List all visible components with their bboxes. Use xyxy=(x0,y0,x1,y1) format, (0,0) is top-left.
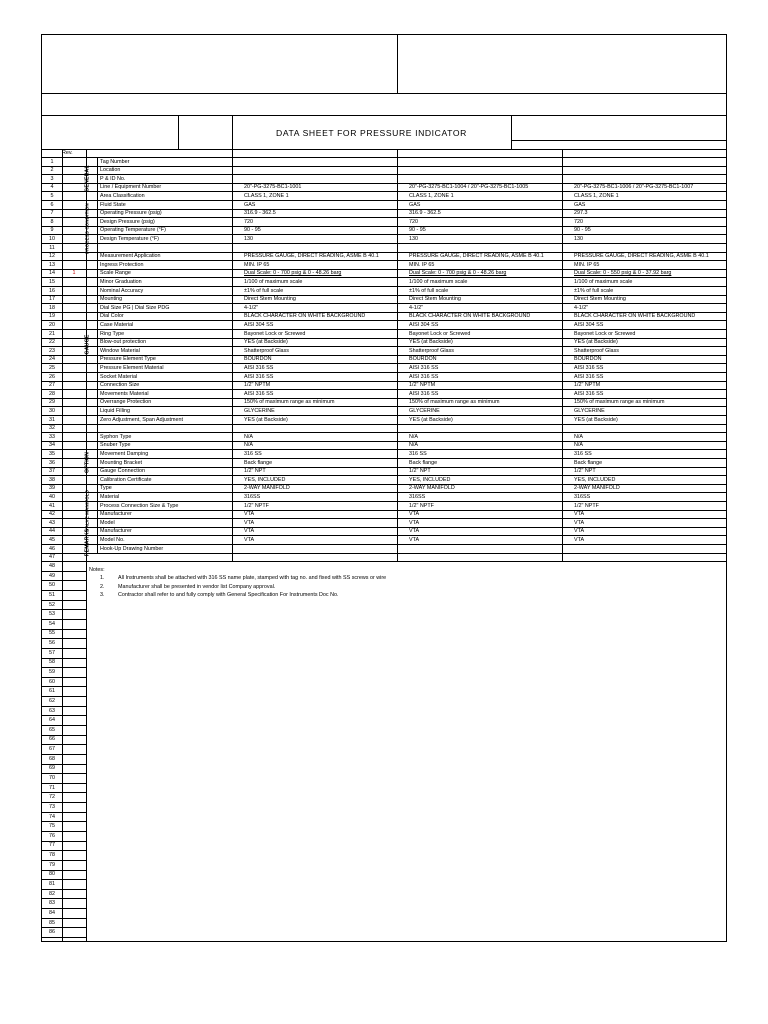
field-value: 90 - 95 xyxy=(244,227,261,234)
row-number: 35 xyxy=(49,450,55,457)
grid-hline xyxy=(42,561,726,562)
row-number: 8 xyxy=(50,218,54,225)
field-label: Design Pressure (psig) xyxy=(100,218,155,225)
field-value: Bayonet Lock or Screwed xyxy=(244,330,306,337)
field-value: 2-WAY MANIFOLD xyxy=(409,485,455,492)
row-number: 59 xyxy=(49,669,55,675)
field-label: Socket Material xyxy=(100,373,138,380)
field-value: N/A xyxy=(244,433,253,440)
field-value: Back flange xyxy=(409,459,438,466)
field-value: AISI 316 SS xyxy=(244,364,274,371)
grid-hline xyxy=(42,243,726,244)
field-value: YES (at Backside) xyxy=(574,416,618,423)
row-number: 61 xyxy=(49,688,55,695)
note-3-text: Contractor shall refer to and fully comply with General Specification For Instruments Doc No. xyxy=(118,592,339,598)
field-value: 316SS xyxy=(574,493,591,500)
field-value: Shatterproof Glass xyxy=(409,347,454,354)
field-value: BOURDON xyxy=(574,356,602,363)
row-number: 26 xyxy=(49,373,55,380)
field-value: Dual Scale: 0 - 700 psig & 0 - 48.26 barg xyxy=(244,270,342,277)
field-value: Direct Stem Mounting xyxy=(244,296,296,303)
field-label: Scale Range xyxy=(100,270,131,277)
row-number: 21 xyxy=(49,330,55,337)
field-value: 316 SS xyxy=(574,450,592,457)
field-value: YES (at Backside) xyxy=(244,416,288,423)
field-label: Mounting Bracket xyxy=(100,459,142,466)
row-number: 71 xyxy=(49,784,55,791)
field-value: 316 SS xyxy=(244,450,262,457)
field-value: 130 xyxy=(574,235,583,242)
field-value: VTA xyxy=(409,519,420,526)
note-2-text: Manufacturer shall be presented in vendor list Company approval. xyxy=(118,584,276,590)
row-number: 24 xyxy=(49,356,55,363)
row-number: 10 xyxy=(49,235,55,242)
section-gauge: GAUGE xyxy=(84,334,91,355)
row-number: 63 xyxy=(49,707,55,714)
field-value: AISI 316 SS xyxy=(409,364,439,371)
field-value: BLACK CHARACTER ON WHITE BACKGROUND xyxy=(409,313,531,320)
field-value: GLYCERINE xyxy=(574,407,605,414)
row-number: 57 xyxy=(49,649,55,656)
note-2-number: 2. xyxy=(100,584,105,590)
row-number: 40 xyxy=(49,493,55,500)
field-value: YES, INCLUDED xyxy=(574,476,616,483)
field-value: YES (at Backside) xyxy=(409,339,453,346)
field-label: Dial Color xyxy=(100,313,124,320)
field-value: MIN. IP 65 xyxy=(574,261,600,268)
row-number: 73 xyxy=(49,803,55,810)
field-value: GAS xyxy=(244,201,256,208)
row-number: 19 xyxy=(49,313,55,320)
field-value: VTA xyxy=(409,511,420,518)
note-1-number: 1. xyxy=(100,575,105,581)
field-label: P & ID No. xyxy=(100,175,126,182)
field-value: VTA xyxy=(244,528,255,535)
field-value: PRESSURE GAUGE, DIRECT READING, ASME B 40.1 xyxy=(574,253,709,260)
field-label: Case Material xyxy=(100,321,134,328)
grid-vline xyxy=(397,149,398,157)
row-number: 70 xyxy=(49,775,55,781)
field-value: ±1% of full scale xyxy=(409,287,449,294)
field-label: Process Connection Size & Type xyxy=(100,502,179,509)
row-number: 47 xyxy=(49,554,55,561)
section-option: OPTION xyxy=(84,451,91,474)
field-label: Zero Adjustment, Span Adjustment xyxy=(100,416,184,423)
field-label: Model No. xyxy=(100,536,125,543)
field-label: Overrange Protection xyxy=(100,399,152,406)
grid-hline xyxy=(42,553,726,554)
field-label: Model xyxy=(100,519,115,526)
field-value: 316SS xyxy=(409,493,426,500)
field-value: 20"-PG-3275-BC1-1004 / 20"-PG-3275-BC1-1005 xyxy=(409,184,529,191)
field-value: YES, INCLUDED xyxy=(409,476,451,483)
row-number: 41 xyxy=(49,502,55,509)
row-number: 82 xyxy=(49,890,55,897)
note-3-number: 3. xyxy=(100,592,105,598)
field-value: ±1% of full scale xyxy=(244,287,284,294)
field-value: VTA xyxy=(574,536,585,543)
field-value: AISI 316 SS xyxy=(244,390,274,397)
row-number: 44 xyxy=(49,528,55,535)
field-label: Measurement Application xyxy=(100,253,161,260)
grid-vline xyxy=(97,157,98,553)
field-label: Ingress Protection xyxy=(100,261,144,268)
field-value: 316SS xyxy=(244,493,261,500)
row-number: 30 xyxy=(49,407,55,414)
section-general: GENERAL xyxy=(84,165,91,192)
field-value: 90 - 95 xyxy=(409,227,426,234)
row-number: 76 xyxy=(49,832,55,839)
row-number: 11 xyxy=(49,244,55,251)
field-label: Pressure Element Material xyxy=(100,364,164,371)
row-number: 15 xyxy=(49,278,55,285)
field-value: Direct Stem Mounting xyxy=(574,296,626,303)
field-value: 720 xyxy=(574,218,583,225)
data-table xyxy=(42,35,726,941)
field-value: AISI 316 SS xyxy=(574,390,604,397)
field-value: AISI 304 SS xyxy=(409,321,439,328)
field-value: 130 xyxy=(409,235,418,242)
field-value: 20"-PG-3275-BC1-1001 xyxy=(244,184,302,191)
row-number: 12 xyxy=(49,253,55,260)
row-number: 58 xyxy=(49,659,55,666)
field-value: GLYCERINE xyxy=(409,407,440,414)
field-value: BLACK CHARACTER ON WHITE BACKGROUND xyxy=(244,313,366,320)
field-label: Syphon Type xyxy=(100,433,132,440)
field-label: Connection Size xyxy=(100,382,140,389)
field-value: VTA xyxy=(244,511,255,518)
field-value: BOURDON xyxy=(244,356,272,363)
row-number: 50 xyxy=(49,582,55,589)
grid-vline xyxy=(62,149,63,941)
field-label: Location xyxy=(100,167,121,174)
field-value: 316.9 - 362.5 xyxy=(244,210,276,217)
field-value: Bayonet Lock or Screwed xyxy=(574,330,636,337)
field-value: 1/100 of maximum scale xyxy=(409,278,468,285)
field-value: 1/100 of maximum scale xyxy=(574,278,633,285)
field-value: 20"-PG-3275-BC1-1006 / 20"-PG-3275-BC1-1007 xyxy=(574,184,694,191)
field-value: 1/2" NPTM xyxy=(574,382,601,389)
field-label: Material xyxy=(100,493,120,500)
field-value: 1/100 of maximum scale xyxy=(244,278,303,285)
field-label: Manufacturer xyxy=(100,528,132,535)
field-value: 1/2" NPTF xyxy=(409,502,434,509)
field-value: AISI 316 SS xyxy=(244,373,274,380)
field-value: GAS xyxy=(409,201,421,208)
field-label: Type xyxy=(100,485,112,492)
row-number: 7 xyxy=(50,210,54,217)
field-value: Dual Scale: 0 - 700 psig & 0 - 48.26 barg xyxy=(409,270,507,277)
row-number: 54 xyxy=(49,620,55,627)
field-value: VTA xyxy=(574,511,585,518)
row-number: 55 xyxy=(49,630,55,637)
field-value: N/A xyxy=(574,433,583,440)
row-number: 86 xyxy=(49,929,55,936)
row-number: 6 xyxy=(50,201,54,208)
field-label: Liquid Filling xyxy=(100,407,130,414)
field-value: AISI 316 SS xyxy=(574,373,604,380)
row-number: 69 xyxy=(49,765,55,772)
row-number: 72 xyxy=(49,794,55,801)
row-number: 20 xyxy=(49,321,55,328)
row-number: 17 xyxy=(49,296,55,303)
field-value: 316.9 - 362.5 xyxy=(409,210,441,217)
field-value: GAS xyxy=(574,201,586,208)
row-number: 33 xyxy=(49,433,55,440)
revision-mark: 1 xyxy=(72,270,76,277)
grid-vline xyxy=(232,149,233,157)
field-label: Manufacturer xyxy=(100,511,132,518)
row-number: 38 xyxy=(49,476,55,483)
row-number: 2 xyxy=(50,167,54,174)
field-value: Back flange xyxy=(574,459,603,466)
field-label: Line / Equipment Number xyxy=(100,184,162,191)
row-number: 64 xyxy=(49,717,55,724)
row-number: 65 xyxy=(49,726,55,733)
field-label: Calibration Certificate xyxy=(100,476,152,483)
grid-vline xyxy=(562,149,563,157)
field-value: 90 - 95 xyxy=(574,227,591,234)
field-value: YES (at Backside) xyxy=(244,339,288,346)
field-value: 720 xyxy=(409,218,418,225)
row-number: 4 xyxy=(50,184,54,191)
field-label: Snuber Type xyxy=(100,442,131,449)
field-label: Area Classification xyxy=(100,192,145,199)
row-number: 83 xyxy=(49,900,55,907)
row-number: 31 xyxy=(49,416,55,423)
field-value: 4-1/2" xyxy=(409,304,424,311)
field-value: CLASS 1, ZONE 1 xyxy=(574,192,619,199)
field-value: 1/2" NPT xyxy=(244,468,266,475)
field-label: Nominal Accuracy xyxy=(100,287,144,294)
field-value: 1/2" NPTM xyxy=(244,382,271,389)
field-value: AISI 304 SS xyxy=(244,321,274,328)
row-number: 23 xyxy=(49,347,55,354)
field-value: Bayonet Lock or Screwed xyxy=(409,330,471,337)
field-value: MIN. IP 65 xyxy=(244,261,270,268)
field-value: Back flange xyxy=(244,459,273,466)
row-number: 52 xyxy=(49,601,55,608)
note-1-text: All Instruments shall be attached with 316 SS name plate, stamped with tag no. and fixed with SS screws or wire xyxy=(118,575,387,581)
row-number: 16 xyxy=(49,287,55,294)
field-label: Fluid State xyxy=(100,201,126,208)
field-value: MIN. IP 65 xyxy=(409,261,435,268)
notes-heading: Notes: xyxy=(89,567,105,573)
field-value: Direct Stem Mounting xyxy=(409,296,461,303)
row-number: 27 xyxy=(49,382,55,389)
row-number: 49 xyxy=(49,572,55,579)
row-number: 46 xyxy=(49,545,55,552)
row-number: 28 xyxy=(49,390,55,397)
field-value: N/A xyxy=(244,442,253,449)
field-label: Operating Pressure (psig) xyxy=(100,210,162,217)
field-value: 297.3 xyxy=(574,210,588,217)
field-value: 1/2" NPT xyxy=(409,468,431,475)
row-number: 42 xyxy=(49,511,55,518)
field-value: 4-1/2" xyxy=(244,304,259,311)
field-value: Dual Scale: 0 - 550 psig & 0 - 37.92 barg xyxy=(574,270,672,277)
row-number: 37 xyxy=(49,468,55,475)
field-value: VTA xyxy=(244,536,255,543)
field-value: CLASS 1, ZONE 1 xyxy=(244,192,289,199)
row-number: 51 xyxy=(49,591,55,598)
field-label: Movements Material xyxy=(100,390,149,397)
row-number: 9 xyxy=(50,227,54,234)
row-number: 22 xyxy=(49,339,55,346)
field-value: VTA xyxy=(409,528,420,535)
rev-label: Rev. xyxy=(62,150,73,156)
row-number: 56 xyxy=(49,640,55,647)
field-value: 2-WAY MANIFOLD xyxy=(574,485,620,492)
page-title: DATA SHEET FOR PRESSURE INDICATOR xyxy=(276,128,467,138)
field-value: PRESSURE GAUGE, DIRECT READING, ASME B 40.1 xyxy=(409,253,544,260)
field-value: 130 xyxy=(244,235,253,242)
row-number: 60 xyxy=(49,678,55,685)
field-value: VTA xyxy=(244,519,255,526)
field-value: BLACK CHARACTER ON WHITE BACKGROUND xyxy=(574,313,696,320)
row-number: 5 xyxy=(50,192,54,199)
field-value: Shatterproof Glass xyxy=(244,347,289,354)
field-value: GLYCERINE xyxy=(244,407,275,414)
grid-vline xyxy=(562,157,563,561)
row-number: 79 xyxy=(49,861,55,868)
field-value: AISI 316 SS xyxy=(409,373,439,380)
row-number: 75 xyxy=(49,823,55,830)
field-label: Tag Number xyxy=(100,158,130,165)
field-value: VTA xyxy=(574,528,585,535)
row-number: 34 xyxy=(49,442,55,449)
row-number: 78 xyxy=(49,852,55,859)
row-number: 74 xyxy=(49,813,55,820)
field-value: 150% of maximum range as minimum xyxy=(244,399,335,406)
row-number: 85 xyxy=(49,919,55,926)
field-value: YES (at Backside) xyxy=(409,416,453,423)
field-label: Hook-Up Drawing Number xyxy=(100,545,164,552)
row-number: 3 xyxy=(50,175,54,182)
row-number: 25 xyxy=(49,364,55,371)
field-label: Movement Damping xyxy=(100,450,149,457)
row-number: 18 xyxy=(49,304,55,311)
field-label: Gauge Connection xyxy=(100,468,145,475)
row-number: 62 xyxy=(49,697,55,704)
field-value: CLASS 1, ZONE 1 xyxy=(409,192,454,199)
grid-hline xyxy=(42,937,86,938)
field-value: 150% of maximum range as minimum xyxy=(409,399,500,406)
field-value: 150% of maximum range as minimum xyxy=(574,399,665,406)
field-value: Shatterproof Glass xyxy=(574,347,619,354)
row-number: 67 xyxy=(49,746,55,753)
field-value: 1/2" NPTF xyxy=(244,502,269,509)
field-value: 1/2" NPTM xyxy=(409,382,436,389)
datasheet xyxy=(41,34,727,942)
row-number: 68 xyxy=(49,755,55,762)
field-value: 316 SS xyxy=(409,450,427,457)
row-number: 81 xyxy=(49,881,55,887)
field-label: Minor Graduation xyxy=(100,278,142,285)
section-remarks: REMARKS xyxy=(84,528,91,557)
field-label: Mounting xyxy=(100,296,123,303)
field-value: 720 xyxy=(244,218,253,225)
row-number: 29 xyxy=(49,399,55,406)
row-number: 43 xyxy=(49,519,55,526)
row-number: 39 xyxy=(49,485,55,492)
section-valve-manifold: VALVE MANIFOLD xyxy=(84,489,90,532)
section-process-condition: PROCESS CONDITION xyxy=(84,203,90,254)
row-number: 84 xyxy=(49,909,55,916)
field-value: ±1% of full scale xyxy=(574,287,614,294)
row-number: 13 xyxy=(49,261,55,268)
field-value: VTA xyxy=(574,519,585,526)
row-number: 80 xyxy=(49,871,55,878)
field-label: Blow-out protection xyxy=(100,339,147,346)
row-number: 77 xyxy=(49,842,55,849)
field-value: AISI 316 SS xyxy=(574,364,604,371)
row-number: 1 xyxy=(50,158,54,165)
field-value: N/A xyxy=(409,442,418,449)
field-label: Operating Temperature (°F) xyxy=(100,227,166,234)
field-value: 4-1/2" xyxy=(574,304,589,311)
field-value: PRESSURE GAUGE, DIRECT READING, ASME B 40.1 xyxy=(244,253,379,260)
row-number: 53 xyxy=(49,611,55,618)
field-value: AISI 304 SS xyxy=(574,321,604,328)
field-value: YES, INCLUDED xyxy=(244,476,286,483)
row-number: 48 xyxy=(49,563,55,570)
row-number: 66 xyxy=(49,736,55,743)
field-label: Pressure Element Type xyxy=(100,356,156,363)
grid-vline xyxy=(232,157,233,561)
field-label: Design Temperature (°F) xyxy=(100,235,159,242)
field-value: VTA xyxy=(409,536,420,543)
field-value: 1/2" NPTF xyxy=(574,502,599,509)
field-value: YES (at Backside) xyxy=(574,339,618,346)
row-number: 14 xyxy=(49,270,55,277)
grid-hline xyxy=(42,424,726,425)
field-label: Ring Type xyxy=(100,330,125,337)
row-number: 32 xyxy=(49,425,55,432)
grid-vline xyxy=(397,157,398,561)
field-label: Dial Size PG | Dial Size PDG xyxy=(100,304,170,311)
field-value: BOURDON xyxy=(409,356,437,363)
field-value: N/A xyxy=(409,433,418,440)
field-value: AISI 316 SS xyxy=(409,390,439,397)
field-value: N/A xyxy=(574,442,583,449)
row-number: 45 xyxy=(49,536,55,543)
field-label: Window Material xyxy=(100,347,140,354)
field-value: 1/2" NPT xyxy=(574,468,596,475)
field-value: 2-WAY MANIFOLD xyxy=(244,485,290,492)
row-number: 36 xyxy=(49,459,55,466)
